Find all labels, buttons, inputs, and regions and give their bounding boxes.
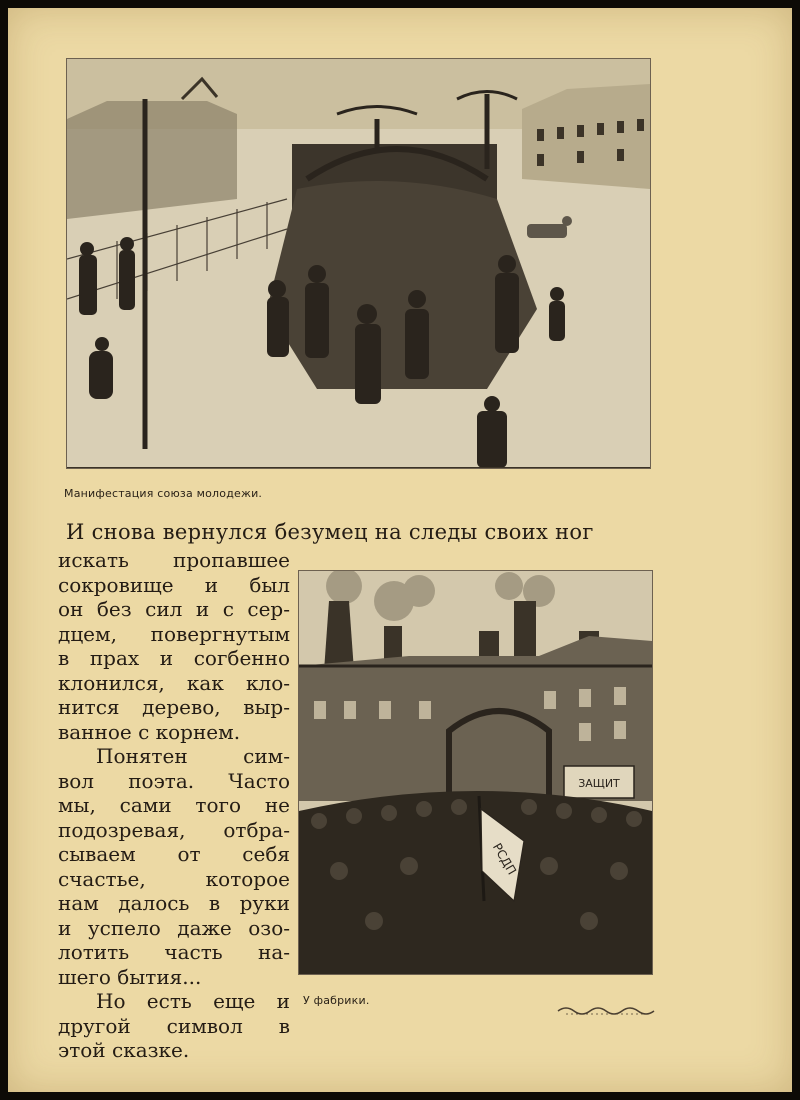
text-line: дцем, повергнутым xyxy=(58,621,290,646)
text-line: другой символ в xyxy=(58,1013,290,1038)
text-column xyxy=(58,548,290,1063)
text-line: вол поэта. Часто xyxy=(58,768,290,793)
bottom-figure-caption: У фабрики. xyxy=(303,994,370,1007)
flag-text: РСДП xyxy=(489,840,520,878)
banner-text: ЗАЩИТ xyxy=(578,777,620,790)
text-line: ванное с корнем. xyxy=(58,719,241,744)
text-line: подозревая, отбра- xyxy=(58,817,290,842)
demonstration-drawing xyxy=(67,59,650,468)
text-line: этой сказке. xyxy=(58,1038,190,1062)
text-line: он без сил и с сер- xyxy=(58,597,290,621)
text-line: лотить часть на- xyxy=(58,940,290,964)
text-line: шего бытия... xyxy=(58,964,202,989)
text-line: Но есть еще и xyxy=(96,989,290,1013)
book-page xyxy=(8,8,792,1092)
text-line: мы, сами того не xyxy=(58,793,290,817)
text-line: счастье, которое xyxy=(58,866,290,891)
top-figure-caption: Манифестация союза молодежи. xyxy=(64,487,263,500)
text-line: и успело даже озо- xyxy=(58,915,290,940)
text-line: сокровище и был xyxy=(58,572,290,597)
text-line: сываем от себя xyxy=(58,842,290,866)
text-line: в прах и согбенно xyxy=(58,646,290,670)
lead-line: И снова вернулся безумец на следы своих ног xyxy=(66,520,594,544)
illustration-youth-demonstration xyxy=(66,58,651,469)
text-line: нится дерево, выр- xyxy=(58,695,290,719)
text-line: нам далось в руки xyxy=(58,891,290,915)
text-line: Понятен сим- xyxy=(96,744,290,768)
illustration-at-the-factory xyxy=(298,570,653,975)
ornament-divider xyxy=(556,1004,656,1018)
factory-drawing xyxy=(299,571,652,974)
text-line: клонился, как кло- xyxy=(58,670,290,695)
text-line: искать пропавшее xyxy=(58,548,290,572)
